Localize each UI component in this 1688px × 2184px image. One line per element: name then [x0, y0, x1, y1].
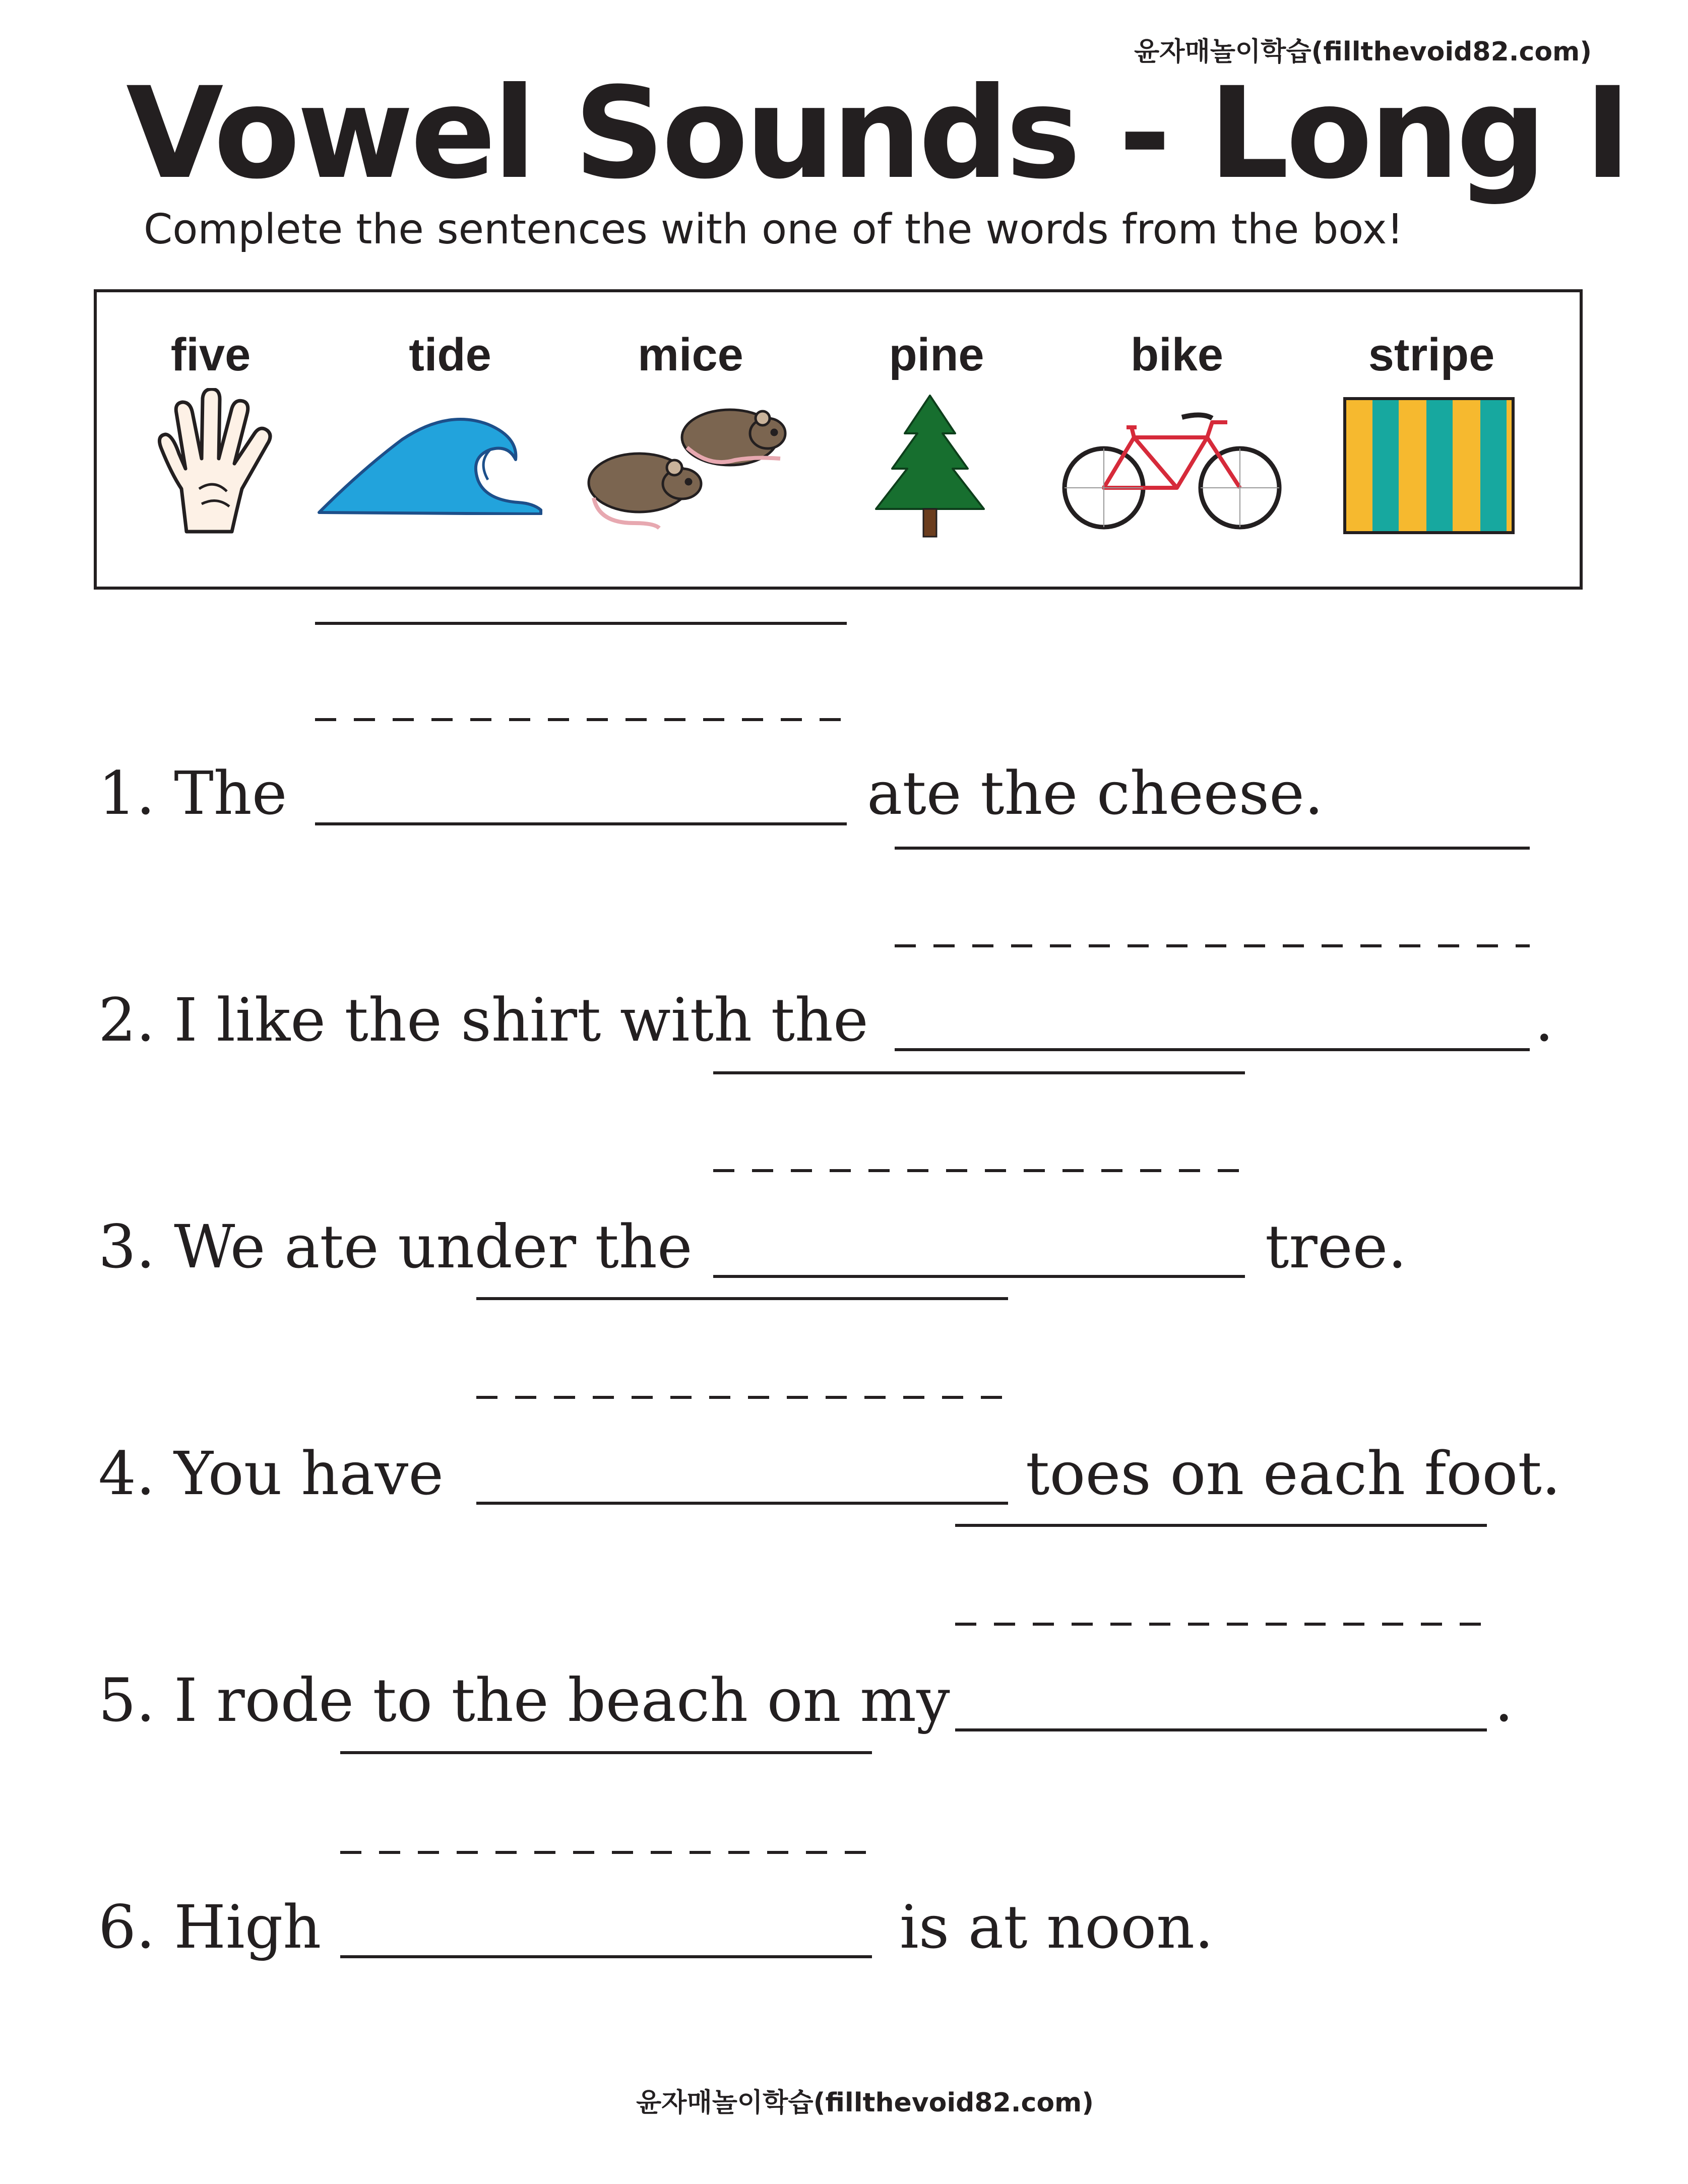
sentence-1-end: ate the cheese.: [867, 758, 1324, 828]
bike-icon: [1061, 407, 1283, 533]
answer-blank-1[interactable]: [315, 822, 847, 825]
tracing-guide-line: [955, 1524, 1487, 1527]
sentence-6-end: is at noon.: [900, 1892, 1214, 1962]
sentence-4-end: toes on each foot.: [1026, 1439, 1561, 1508]
tracing-guide-line: [315, 622, 847, 625]
instructions: Complete the sentences with one of the words from the box!: [144, 206, 1404, 253]
answer-blank-5[interactable]: [955, 1728, 1487, 1731]
answer-blank-6[interactable]: [340, 1955, 872, 1958]
word-mice: mice: [638, 329, 743, 380]
pine-tree-icon: [872, 393, 988, 539]
answer-blank-4[interactable]: [476, 1502, 1008, 1505]
tracing-guide-dashes: [713, 1169, 1245, 1172]
sentence-5-start: 5. I rode to the beach on my: [98, 1665, 950, 1735]
word-bike: bike: [1130, 329, 1224, 380]
sentence-4-start: 4. You have: [98, 1439, 444, 1508]
site-credit-footer: 윤자매놀이학습(fillthevoid82.com): [636, 2088, 1094, 2118]
tracing-guide-line: [476, 1297, 1008, 1300]
word-tide: tide: [409, 329, 491, 380]
tracing-guide-dashes: [340, 1851, 872, 1854]
sentence-1-start: 1. The: [98, 758, 287, 828]
answer-blank-3[interactable]: [713, 1275, 1245, 1278]
sentence-2-end: .: [1535, 985, 1554, 1055]
hand-icon: [151, 388, 277, 534]
word-five: five: [170, 329, 251, 380]
wave-icon: [317, 414, 543, 515]
sentence-3-end: tree.: [1265, 1212, 1407, 1281]
tracing-guide-line: [713, 1071, 1245, 1074]
tracing-guide-dashes: [476, 1396, 1008, 1399]
stripe-icon: [1343, 397, 1515, 534]
page-title: Vowel Sounds - Long I: [126, 60, 1629, 207]
sentence-2-start: 2. I like the shirt with the: [98, 985, 868, 1055]
sentence-6-start: 6. High: [98, 1892, 322, 1962]
answer-blank-2[interactable]: [895, 1048, 1530, 1051]
tracing-guide-line: [895, 847, 1530, 850]
site-credit: 윤자매놀이학습(fillthevoid82.com): [1134, 37, 1592, 67]
tracing-guide-line: [340, 1751, 872, 1754]
tracing-guide-dashes: [955, 1623, 1487, 1626]
sentence-5-end: .: [1494, 1665, 1514, 1735]
tracing-guide-dashes: [315, 718, 847, 721]
mice-icon: [579, 402, 805, 533]
tracing-guide-dashes: [895, 944, 1530, 947]
word-stripe: stripe: [1368, 329, 1495, 380]
word-pine: pine: [889, 329, 984, 380]
sentence-3-start: 3. We ate under the: [98, 1212, 693, 1281]
